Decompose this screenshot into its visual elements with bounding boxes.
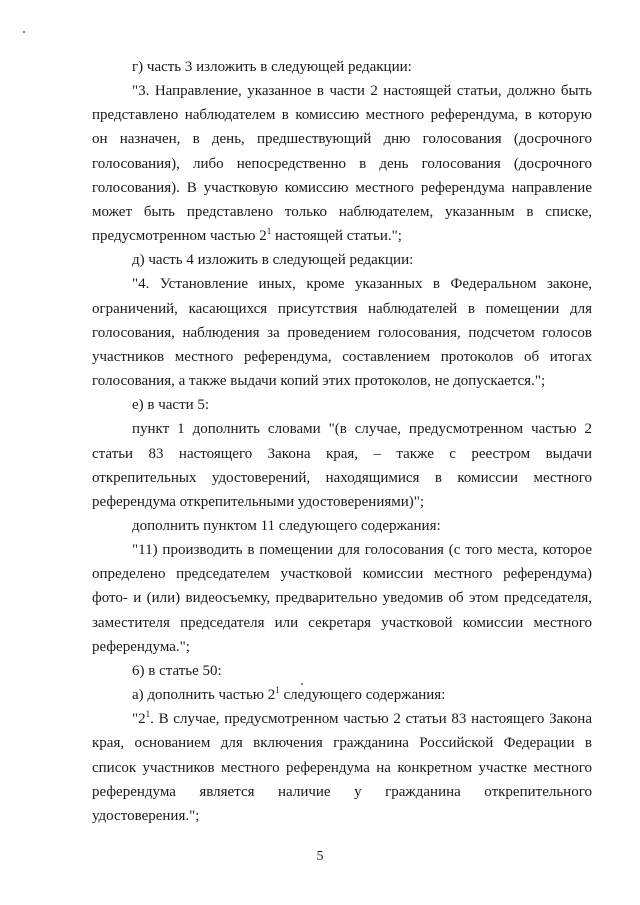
item-g: г) часть 3 изложить в следующей редакции: xyxy=(132,59,412,75)
superscript: 1 xyxy=(275,685,280,696)
part4-paragraph: "4. Установление иных, кроме указанных в Федеральном законе, ограничений, касающихся присутствия наблюдателей в помещении для голосования, наблюдения за проведением голосования, подсчетом голосов участников местного референдума, составлением протоколов об итогах голосования, а также выдачи копий этих протоколов, не допускается."; xyxy=(92,276,592,390)
point11-paragraph: "11) производить в помещении для голосования (с того места, которое определено председателем участковой комиссии местного референдума) фото- и (или) видеосъемку, предварительно уведомив об этом председателя, заместителя председателя или секретаря участковой комиссии местного референдума."; xyxy=(92,542,592,655)
superscript: 1 xyxy=(145,709,151,720)
point1-paragraph: пункт 1 дополнить словами "(в случае, предусмотренном частью 2 статьи 83 настоящего Закона края, – также с реестром выдачи открепительных удостоверений, находящимися в комиссии местного референдума открепительными удостоверениями)"; xyxy=(92,421,592,510)
page-number: 5 xyxy=(316,849,324,864)
document-body xyxy=(92,55,592,828)
item-6: 6) в статье 50: xyxy=(132,662,222,679)
item-a: а) дополнить частью $2^1$ следующего содержания: xyxy=(132,685,446,704)
point11-intro: дополнить пунктом 11 следующего содержания: xyxy=(132,517,441,534)
superscript: 1 xyxy=(266,226,272,237)
item-e: е) в части 5: xyxy=(132,397,210,414)
part21-paragraph: "$2^1$. В случае, предусмотренном частью 2 статьи 83 настоящего Закона края, основанием для включения гражданина Российской Федерации в список участников местного референдума на конкретном участке местного референдума является наличие у гражданина открепительного удостоверения."; xyxy=(92,709,592,824)
item-d: д) часть 4 изложить в следующей редакции: xyxy=(132,252,414,269)
part3-paragraph: "3. Направление, указанное в части 2 настоящей статьи, должно быть представлено наблюдателем в комиссию местного референдума, в которую он назначен, в день, предшествующий дню голосования (досрочного голосования), либо непосредственно в день голосования (досрочного голосования). В участковую комиссию местного референдума направление может быть представлено только наблюдателем, указанным в списке, предусмотренном частью $2^1$ настоящей статьи."; xyxy=(92,83,592,245)
scan-speck xyxy=(23,31,25,33)
